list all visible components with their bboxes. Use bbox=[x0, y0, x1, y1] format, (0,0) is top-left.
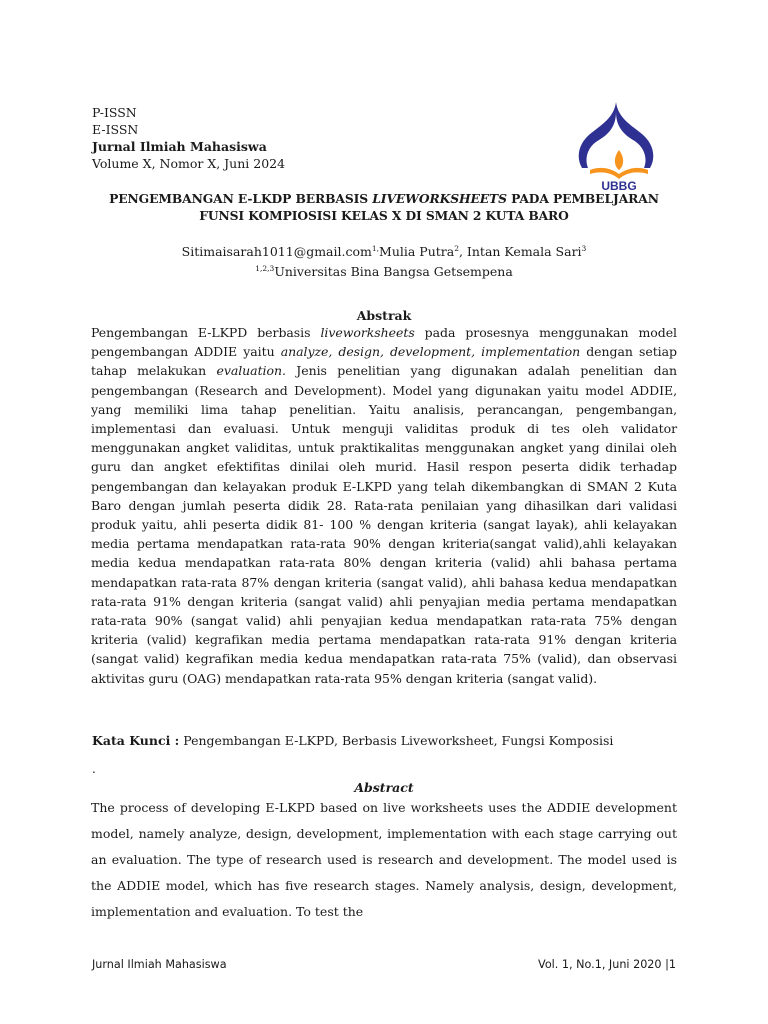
author-1: Sitimaisarah1011@gmail.com bbox=[181, 244, 372, 260]
keywords bbox=[92, 732, 676, 750]
journal-volume: Volume X, Nomor X, Juni 2024 bbox=[92, 156, 286, 171]
page-footer bbox=[92, 958, 676, 971]
author-list: Sitimaisarah1011@gmail.com$^{1,}$Mulia Putra$^2$, Intan Kemala Sari$^3$ bbox=[181, 244, 587, 260]
journal-name: Jurnal Ilmiah Mahasiswa bbox=[92, 139, 267, 154]
keywords-label: Kata Kunci : bbox=[92, 733, 180, 748]
abstrak-body: Pengembangan E-LKPD berbasis liveworksheets pada prosesnya menggunakan model pengembangan ADDIE yaitu analyze, design, development, implementation dengan setiap tahap melakukan evaluation. Jenis penelitian yang digunakan adalah penelitian dan pengembangan (Research and Development). Model yang digunakan yaitu model ADDIE, yang memiliki lima tahap penelitian. Yaitu analisis, perancangan, pengembangan, implementasi dan evaluasi. Untuk menguji validitas produk di tes oleh validator menggunakan angket validitas, untuk praktikalitas menggunakan angket yang dinilai oleh guru dan angket efektifitas dinilai oleh murid. Hasil respon peserta didik terhadap pengembangan dan kelayakan produk E-LKPD yang telah dikembangkan di SMAN 2 Kuta Baro dengan jumlah peserta didik 28. Rata-rata penilaian yang dihasilkan dari validasi produk yaitu, ahli peserta didik 81- 100 % dengan kriteria (sangat layak), ahli kelayakan media pertama mendapatkan rata-rata 90% dengan kriteria(sangat valid),ahli kelayakan media kedua mendapatkan rata-rata 80% dengan kriteria (valid) ahli bahasa pertama mendapatkan rata-rata 87% dengan kriteria (sangat valid), ahli bahasa kedua mendapatkan rata-rata 91% dengan kriteria (sangat valid) ahli penyajian media pertama mendapatkan rata-rata 90% (sangat valid) ahli penyajian kedua mendapatkan rata-rata 75% dengan kriteria (valid) kegrafikan media pertama mendapatkan rata-rata 91% dengan kriteria (sangat valid) kegrafikan media kedua mendapatkan rata-rata 75% (valid), dan observasi aktivitas guru (OAG) mendapatkan rata-rata 95% dengan kriteria (sangat valid). bbox=[91, 325, 677, 686]
journal-header bbox=[92, 104, 285, 172]
logo-text: UBBG bbox=[601, 179, 637, 192]
authors-block bbox=[92, 240, 676, 280]
ubbg-logo bbox=[576, 100, 662, 192]
p-issn: P-ISSN bbox=[92, 105, 137, 120]
author-3: , Intan Kemala Sari bbox=[458, 244, 582, 260]
footer-page-info: Vol. 1, No.1, Juni 2020 |1 bbox=[538, 958, 676, 971]
abstract-heading: Abstract bbox=[354, 780, 414, 795]
affiliation: $^{1,2,3}$Universitas Bina Bangsa Getsempena bbox=[255, 264, 513, 280]
e-issn: E-ISSN bbox=[92, 122, 139, 137]
paper-title: PENGEMBANGAN E-LKDP BERBASIS LIVEWORKSHEETS PADA PEMBELJARAN FUNSI KOMPIOSISI KELAS X DI SMAN 2 KUTA BARO bbox=[109, 191, 659, 223]
abstrak-heading: Abstrak bbox=[356, 308, 412, 323]
logo-flame bbox=[615, 150, 623, 170]
separator-dot: . bbox=[92, 762, 96, 776]
author-2: Mulia Putra bbox=[379, 244, 455, 260]
abstract-body: The process of developing E-LKPD based on live worksheets uses the ADDIE development model, namely analyze, design, development, implementation with each stage carrying out an evaluation. The type of research used is research and development. The model used is the ADDIE model, which has five research stages. Namely analysis, design, development, implementation and evaluation. To test the bbox=[91, 800, 677, 919]
keywords-text: Pengembangan E-LKPD, Berbasis Liveworksheet, Fungsi Komposisi bbox=[179, 733, 614, 748]
footer-journal: Jurnal Ilmiah Mahasiswa bbox=[92, 958, 227, 971]
